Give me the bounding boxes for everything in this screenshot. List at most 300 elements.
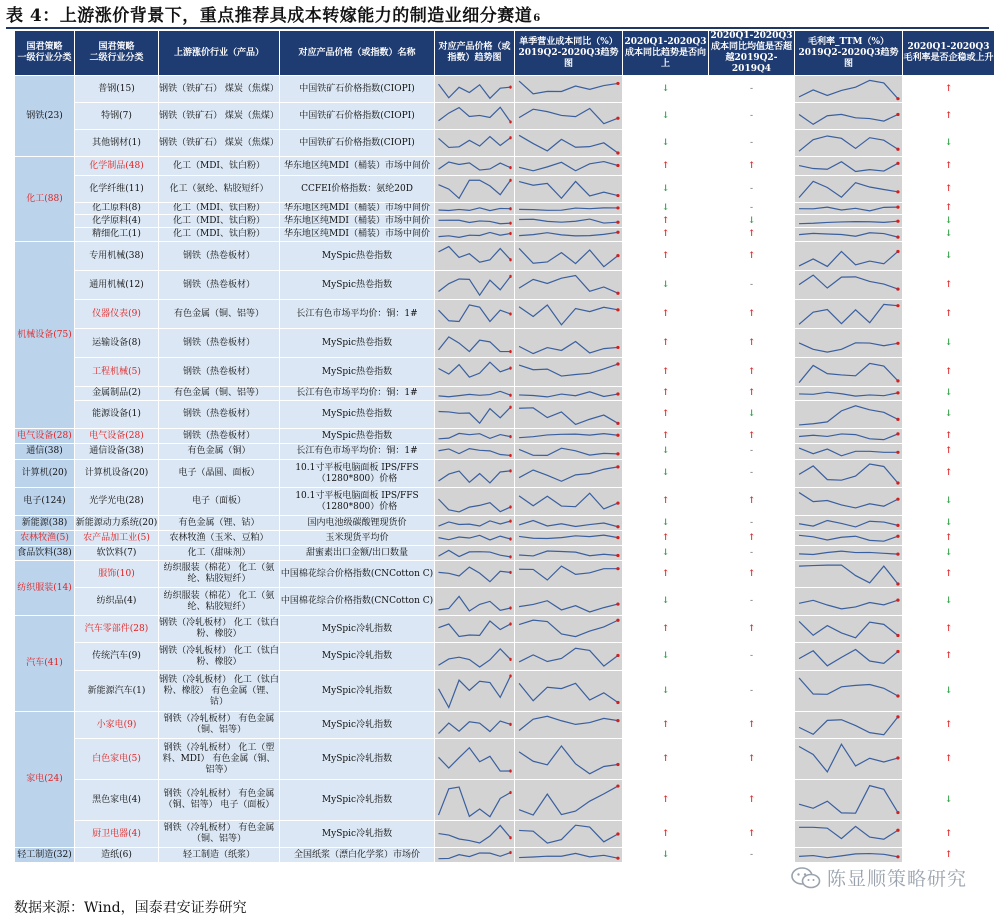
trend-endpoint (509, 274, 511, 277)
trend-line (439, 852, 511, 858)
table-row (15, 130, 995, 157)
price-trend-chart (435, 271, 515, 300)
trend-sparkline (797, 105, 900, 128)
trend-endpoint (616, 193, 619, 196)
trend-line (439, 207, 511, 210)
trend-sparkline (437, 782, 512, 819)
cost-trend-chart (515, 429, 623, 444)
level1-industry: 纺织服装(14) (15, 561, 75, 616)
trend-endpoint (896, 450, 899, 453)
trend-sparkline (437, 446, 512, 458)
arrow-down-icon: ↓ (623, 671, 709, 712)
trend-line (799, 744, 898, 772)
arrow-up-icon: ↑ (623, 157, 709, 176)
trend-line (799, 221, 898, 223)
upstream-product: 钢铁（热卷板材） (159, 401, 280, 429)
trend-line (799, 448, 898, 456)
table-row (15, 444, 995, 460)
trend-sparkline (437, 618, 512, 641)
trend-endpoint (616, 618, 619, 621)
trend-line (799, 535, 898, 541)
trend-sparkline (797, 673, 900, 710)
trend-sparkline (437, 462, 512, 486)
table-row (15, 215, 995, 228)
trend-line (439, 721, 511, 734)
upstream-product: 钢铁（铁矿石） 煤炭（焦煤） (159, 76, 280, 103)
trend-endpoint (509, 836, 511, 839)
trend-line (439, 232, 511, 237)
trend-sparkline (437, 105, 512, 128)
table-row (15, 76, 995, 103)
trend-endpoint (509, 221, 511, 224)
trend-sparkline (517, 462, 620, 486)
trend-line (799, 433, 898, 439)
upstream-product: 化工（甜味剂） (159, 546, 280, 561)
trend-line (519, 81, 618, 94)
arrow-down-icon: ↓ (623, 444, 709, 460)
arrow-up-icon: ↑ (623, 488, 709, 516)
trend-endpoint (616, 362, 619, 365)
arrow-down-icon: ↓ (903, 780, 995, 821)
trend-line (519, 786, 618, 815)
trend-endpoint (896, 715, 899, 718)
trend-sparkline (517, 132, 620, 155)
arrow-up-icon: ↑ (709, 739, 795, 780)
trend-line (519, 825, 618, 843)
upstream-product: 纺织服装（棉花） 化工（氨纶、粘胶短纤） (159, 588, 280, 616)
trend-sparkline (437, 132, 512, 155)
table-row (15, 671, 995, 712)
trend-endpoint (896, 379, 899, 382)
level2-industry: 仪器仪表(9) (75, 300, 159, 329)
level2-industry: 精细化工(1) (75, 228, 159, 242)
margin-trend-chart (795, 228, 903, 242)
trend-endpoint (509, 207, 511, 210)
trend-sparkline (797, 618, 900, 641)
arrow-up-icon: ↑ (903, 616, 995, 643)
trend-line (799, 492, 898, 507)
trend-endpoint (896, 235, 899, 238)
arrow-up-icon: ↑ (623, 429, 709, 444)
level2-industry: 新能源动力系统(20) (75, 516, 159, 531)
trend-endpoint (509, 674, 511, 677)
trend-line (799, 853, 898, 857)
trend-sparkline (437, 645, 512, 669)
trend-sparkline (517, 331, 620, 356)
arrow-up-icon: ↑ (903, 821, 995, 848)
trend-endpoint (509, 393, 511, 396)
upstream-product: 轻工制造（纸浆） (159, 848, 280, 863)
trend-sparkline (797, 823, 900, 846)
cost-trend-chart (515, 157, 623, 176)
trend-sparkline (797, 741, 900, 778)
trend-line (799, 251, 898, 266)
trend-endpoint (896, 341, 899, 344)
trend-line (439, 596, 511, 611)
price-trend-chart (435, 228, 515, 242)
arrow-down-icon: ↓ (623, 203, 709, 215)
margin-trend-chart (795, 176, 903, 203)
cost-trend-chart (515, 821, 623, 848)
trend-sparkline (437, 360, 512, 385)
trend-endpoint (616, 254, 619, 257)
price-trend-chart (435, 329, 515, 358)
trend-sparkline (797, 178, 900, 201)
trend-endpoint (616, 206, 619, 209)
price-trend-chart (435, 444, 515, 460)
level2-industry: 化学原料(4) (75, 215, 159, 228)
arrow-up-icon: ↑ (903, 739, 995, 780)
trend-endpoint (509, 622, 511, 625)
arrow-down-icon: ↓ (623, 588, 709, 616)
price-index-name: MySpic冷轧指数 (280, 616, 435, 643)
trend-line (519, 448, 618, 455)
header-cell: 国君策略 二级行业分类 (75, 31, 159, 76)
arrow-up-icon: ↑ (709, 821, 795, 848)
price-trend-chart (435, 358, 515, 387)
level2-industry: 通信设备(38) (75, 444, 159, 460)
price-trend-chart (435, 130, 515, 157)
trend-line (439, 448, 511, 455)
level1-industry: 新能源(38) (15, 516, 75, 531)
price-index-name: 华东地区纯MDI（桶装）市场中间价 (280, 215, 435, 228)
margin-trend-chart (795, 616, 903, 643)
price-index-name: CCFEI价格指数：氨纶20D (280, 176, 435, 203)
table-row (15, 300, 995, 329)
trend-endpoint (896, 190, 899, 193)
arrow-up-icon: ↑ (903, 429, 995, 444)
trend-endpoint (509, 790, 511, 793)
price-trend-chart (435, 215, 515, 228)
level1-industry: 农林牧渔(5) (15, 531, 75, 546)
trend-sparkline (797, 132, 900, 155)
upstream-product: 钢铁（热卷板材） (159, 242, 280, 271)
trend-line (799, 363, 898, 382)
trend-line (799, 207, 898, 211)
trend-line (799, 785, 898, 813)
trend-sparkline (797, 782, 900, 819)
trend-sparkline (797, 431, 900, 442)
trend-line (799, 80, 898, 98)
trend-line (519, 493, 618, 509)
dash-cell: - (709, 103, 795, 130)
trend-endpoint (896, 855, 899, 858)
price-index-name: 10.1寸平板电脑面板 IPS/FFS（1280*800）价格 (280, 488, 435, 516)
header-cell: 毛利率_TTM（%） 2019Q2-2020Q3趋势图 (795, 31, 903, 76)
dash-cell: - (709, 546, 795, 561)
header-cell: 上游涨价行业（产品） (159, 31, 280, 76)
margin-trend-chart (795, 739, 903, 780)
arrow-up-icon: ↑ (709, 712, 795, 739)
trend-sparkline (437, 302, 512, 327)
level2-industry: 纺织品(4) (75, 588, 159, 616)
level1-industry: 电气设备(28) (15, 429, 75, 444)
trend-sparkline (797, 360, 900, 385)
trend-line (519, 648, 618, 666)
level2-industry: 能源设备(1) (75, 401, 159, 429)
cost-trend-chart (515, 488, 623, 516)
trend-line (519, 135, 618, 153)
trend-endpoint (896, 147, 899, 150)
margin-trend-chart (795, 488, 903, 516)
trend-line (519, 305, 618, 325)
trend-endpoint (509, 349, 511, 352)
table-title: 表 4：上游涨价背景下，重点推荐具成本转嫁能力的制造业细分赛道 $_6$ (6, 6, 541, 26)
margin-trend-chart (795, 516, 903, 531)
trend-endpoint (509, 555, 511, 558)
trend-line (439, 220, 511, 223)
trend-sparkline (797, 331, 900, 356)
trend-sparkline (437, 230, 512, 240)
price-trend-chart (435, 157, 515, 176)
margin-trend-chart (795, 103, 903, 130)
trend-endpoint (896, 249, 899, 252)
trend-sparkline (437, 850, 512, 861)
table-row (15, 643, 995, 671)
trend-endpoint (616, 421, 619, 424)
trend-sparkline (797, 490, 900, 514)
arrow-up-icon: ↑ (709, 387, 795, 401)
trend-sparkline (797, 159, 900, 174)
arrow-down-icon: ↓ (903, 488, 995, 516)
arrow-down-icon: ↓ (623, 103, 709, 130)
upstream-product: 化工（氨纶、粘胶短纤） (159, 176, 280, 203)
header-cell: 对应产品价格（或指数）名称 (280, 31, 435, 76)
level2-industry: 化工原料(8) (75, 203, 159, 215)
arrow-up-icon: ↑ (903, 157, 995, 176)
trend-sparkline (517, 302, 620, 327)
price-trend-chart (435, 300, 515, 329)
level2-industry: 服饰(10) (75, 561, 159, 588)
cost-trend-chart (515, 739, 623, 780)
dash-cell: - (709, 848, 795, 863)
level2-industry: 特钢(7) (75, 103, 159, 130)
trend-sparkline (517, 533, 620, 544)
price-trend-chart (435, 546, 515, 561)
trend-sparkline (797, 217, 900, 226)
trend-line (519, 620, 618, 636)
trend-endpoint (896, 112, 899, 115)
trend-endpoint (616, 291, 619, 294)
table-row (15, 531, 995, 546)
sector-table (14, 30, 995, 863)
trend-sparkline (517, 446, 620, 458)
margin-trend-chart (795, 215, 903, 228)
arrow-up-icon: ↑ (709, 616, 795, 643)
trend-sparkline (517, 823, 620, 846)
trend-line (799, 826, 898, 839)
level1-industry: 化工(88) (15, 157, 75, 242)
trend-line (519, 108, 618, 123)
trend-endpoint (509, 120, 511, 123)
cost-trend-chart (515, 76, 623, 103)
margin-trend-chart (795, 561, 903, 588)
trend-sparkline (437, 823, 512, 846)
trend-endpoint (509, 258, 511, 261)
trend-endpoint (896, 481, 899, 484)
trend-endpoint (616, 525, 619, 528)
level1-industry: 通信(38) (15, 444, 75, 460)
trend-line (439, 276, 511, 295)
price-index-name: 中国铁矿石价格指数(CIOPI) (280, 76, 435, 103)
cost-trend-chart (515, 561, 623, 588)
trend-sparkline (797, 714, 900, 737)
cost-trend-chart (515, 531, 623, 546)
trend-line (439, 621, 511, 636)
arrow-up-icon: ↑ (709, 429, 795, 444)
trend-endpoint (896, 205, 899, 208)
upstream-product: 有色金属（锂、钴） (159, 516, 280, 531)
trend-endpoint (509, 366, 511, 369)
price-index-name: 华东地区纯MDI（桶装）市场中间价 (280, 203, 435, 215)
arrow-down-icon: ↓ (903, 215, 995, 228)
arrow-up-icon: ↑ (623, 215, 709, 228)
arrow-down-icon: ↓ (903, 387, 995, 401)
trend-line (799, 600, 898, 609)
trend-sparkline (797, 244, 900, 269)
level1-industry: 家电(24) (15, 712, 75, 848)
trend-sparkline (517, 563, 620, 586)
trend-line (439, 648, 511, 666)
level2-industry: 计算机设备(20) (75, 460, 159, 488)
trend-line (799, 464, 898, 483)
price-index-name: MySpic热卷指数 (280, 358, 435, 387)
trend-endpoint (616, 81, 619, 84)
trend-endpoint (896, 810, 899, 813)
trend-endpoint (896, 756, 899, 759)
arrow-up-icon: ↑ (709, 329, 795, 358)
margin-trend-chart (795, 444, 903, 460)
trend-line (519, 853, 618, 858)
margin-trend-chart (795, 242, 903, 271)
trend-line (799, 161, 898, 171)
trend-line (519, 407, 618, 424)
trend-line (799, 621, 898, 637)
trend-line (799, 716, 898, 734)
upstream-product: 有色金属（铜、铝等） (159, 387, 280, 401)
cost-trend-chart (515, 228, 623, 242)
trend-endpoint (509, 505, 511, 508)
wechat-icon (791, 867, 821, 889)
trend-line (519, 745, 618, 773)
dash-cell: - (709, 203, 795, 215)
trend-line (519, 716, 618, 730)
trend-endpoint (509, 537, 511, 540)
trend-line (519, 566, 618, 580)
trend-endpoint (509, 166, 511, 169)
cost-trend-chart (515, 848, 623, 863)
margin-trend-chart (795, 546, 903, 561)
trend-line (519, 391, 618, 396)
level2-industry: 化学纤维(11) (75, 176, 159, 203)
trend-endpoint (509, 469, 511, 472)
upstream-product: 钢铁（冷轧板材） 化工（钛白粉、橡胶） (159, 616, 280, 643)
cost-trend-chart (515, 300, 623, 329)
trend-endpoint (509, 312, 511, 315)
upstream-product: 钢铁（冷轧板材） 化工（塑料、MDI） 有色金属（铜、铝等） (159, 739, 280, 780)
trend-sparkline (797, 533, 900, 544)
trend-sparkline (797, 389, 900, 399)
cost-trend-chart (515, 643, 623, 671)
upstream-product: 电子（晶圆、面板） (159, 460, 280, 488)
trend-sparkline (437, 431, 512, 442)
cost-trend-chart (515, 712, 623, 739)
trend-endpoint (616, 116, 619, 119)
arrow-up-icon: ↑ (623, 300, 709, 329)
arrow-up-icon: ↑ (903, 103, 995, 130)
level2-industry: 小家电(9) (75, 712, 159, 739)
arrow-up-icon: ↑ (903, 561, 995, 588)
trend-endpoint (896, 497, 899, 500)
arrow-up-icon: ↑ (903, 460, 995, 488)
upstream-product: 钢铁（热卷板材） (159, 271, 280, 300)
price-index-name: 甜蜜素出口金额/出口数量 (280, 546, 435, 561)
price-index-name: 国内电池级碳酸锂现货价 (280, 516, 435, 531)
arrow-up-icon: ↑ (623, 616, 709, 643)
margin-trend-chart (795, 429, 903, 444)
table-row (15, 739, 995, 780)
cost-trend-chart (515, 460, 623, 488)
trend-endpoint (896, 649, 899, 652)
trend-sparkline (797, 590, 900, 614)
trend-line (519, 219, 618, 223)
trend-line (439, 433, 511, 438)
table-row (15, 546, 995, 561)
trend-endpoint (616, 465, 619, 468)
trend-sparkline (517, 431, 620, 442)
dash-cell: - (709, 671, 795, 712)
upstream-product: 化工（MDI、钛白粉） (159, 215, 280, 228)
level2-industry: 专用机械(38) (75, 242, 159, 271)
table-row (15, 848, 995, 863)
arrow-up-icon: ↑ (709, 157, 795, 176)
table-row (15, 329, 995, 358)
margin-trend-chart (795, 157, 903, 176)
trend-sparkline (517, 78, 620, 101)
cost-trend-chart (515, 444, 623, 460)
arrow-up-icon: ↑ (623, 358, 709, 387)
price-index-name: MySpic冷轧指数 (280, 671, 435, 712)
upstream-product: 电子（面板） (159, 488, 280, 516)
trend-sparkline (437, 159, 512, 174)
level1-industry: 轻工制造(32) (15, 848, 75, 863)
cost-trend-chart (515, 358, 623, 387)
trend-line (439, 747, 511, 770)
level1-industry: 汽车(41) (15, 616, 75, 712)
level2-industry: 电气设备(28) (75, 429, 159, 444)
price-index-name: MySpic热卷指数 (280, 271, 435, 300)
trend-line (799, 392, 898, 396)
trend-endpoint (616, 719, 619, 722)
arrow-down-icon: ↓ (903, 546, 995, 561)
arrow-up-icon: ↑ (903, 300, 995, 329)
arrow-up-icon: ↑ (903, 203, 995, 215)
trend-line (519, 275, 618, 293)
upstream-product: 化工（MDI、钛白粉） (159, 157, 280, 176)
trend-line (519, 466, 618, 480)
price-trend-chart (435, 103, 515, 130)
arrow-up-icon: ↑ (623, 401, 709, 429)
trend-line (439, 470, 511, 482)
trend-line (799, 565, 898, 584)
trend-sparkline (797, 850, 900, 861)
arrow-up-icon: ↑ (709, 531, 795, 546)
price-index-name: 长江有色市场平均价：铜：1# (280, 300, 435, 329)
arrow-down-icon: ↓ (623, 516, 709, 531)
trend-line (519, 683, 618, 702)
trend-line (439, 107, 511, 122)
arrow-up-icon: ↑ (709, 488, 795, 516)
